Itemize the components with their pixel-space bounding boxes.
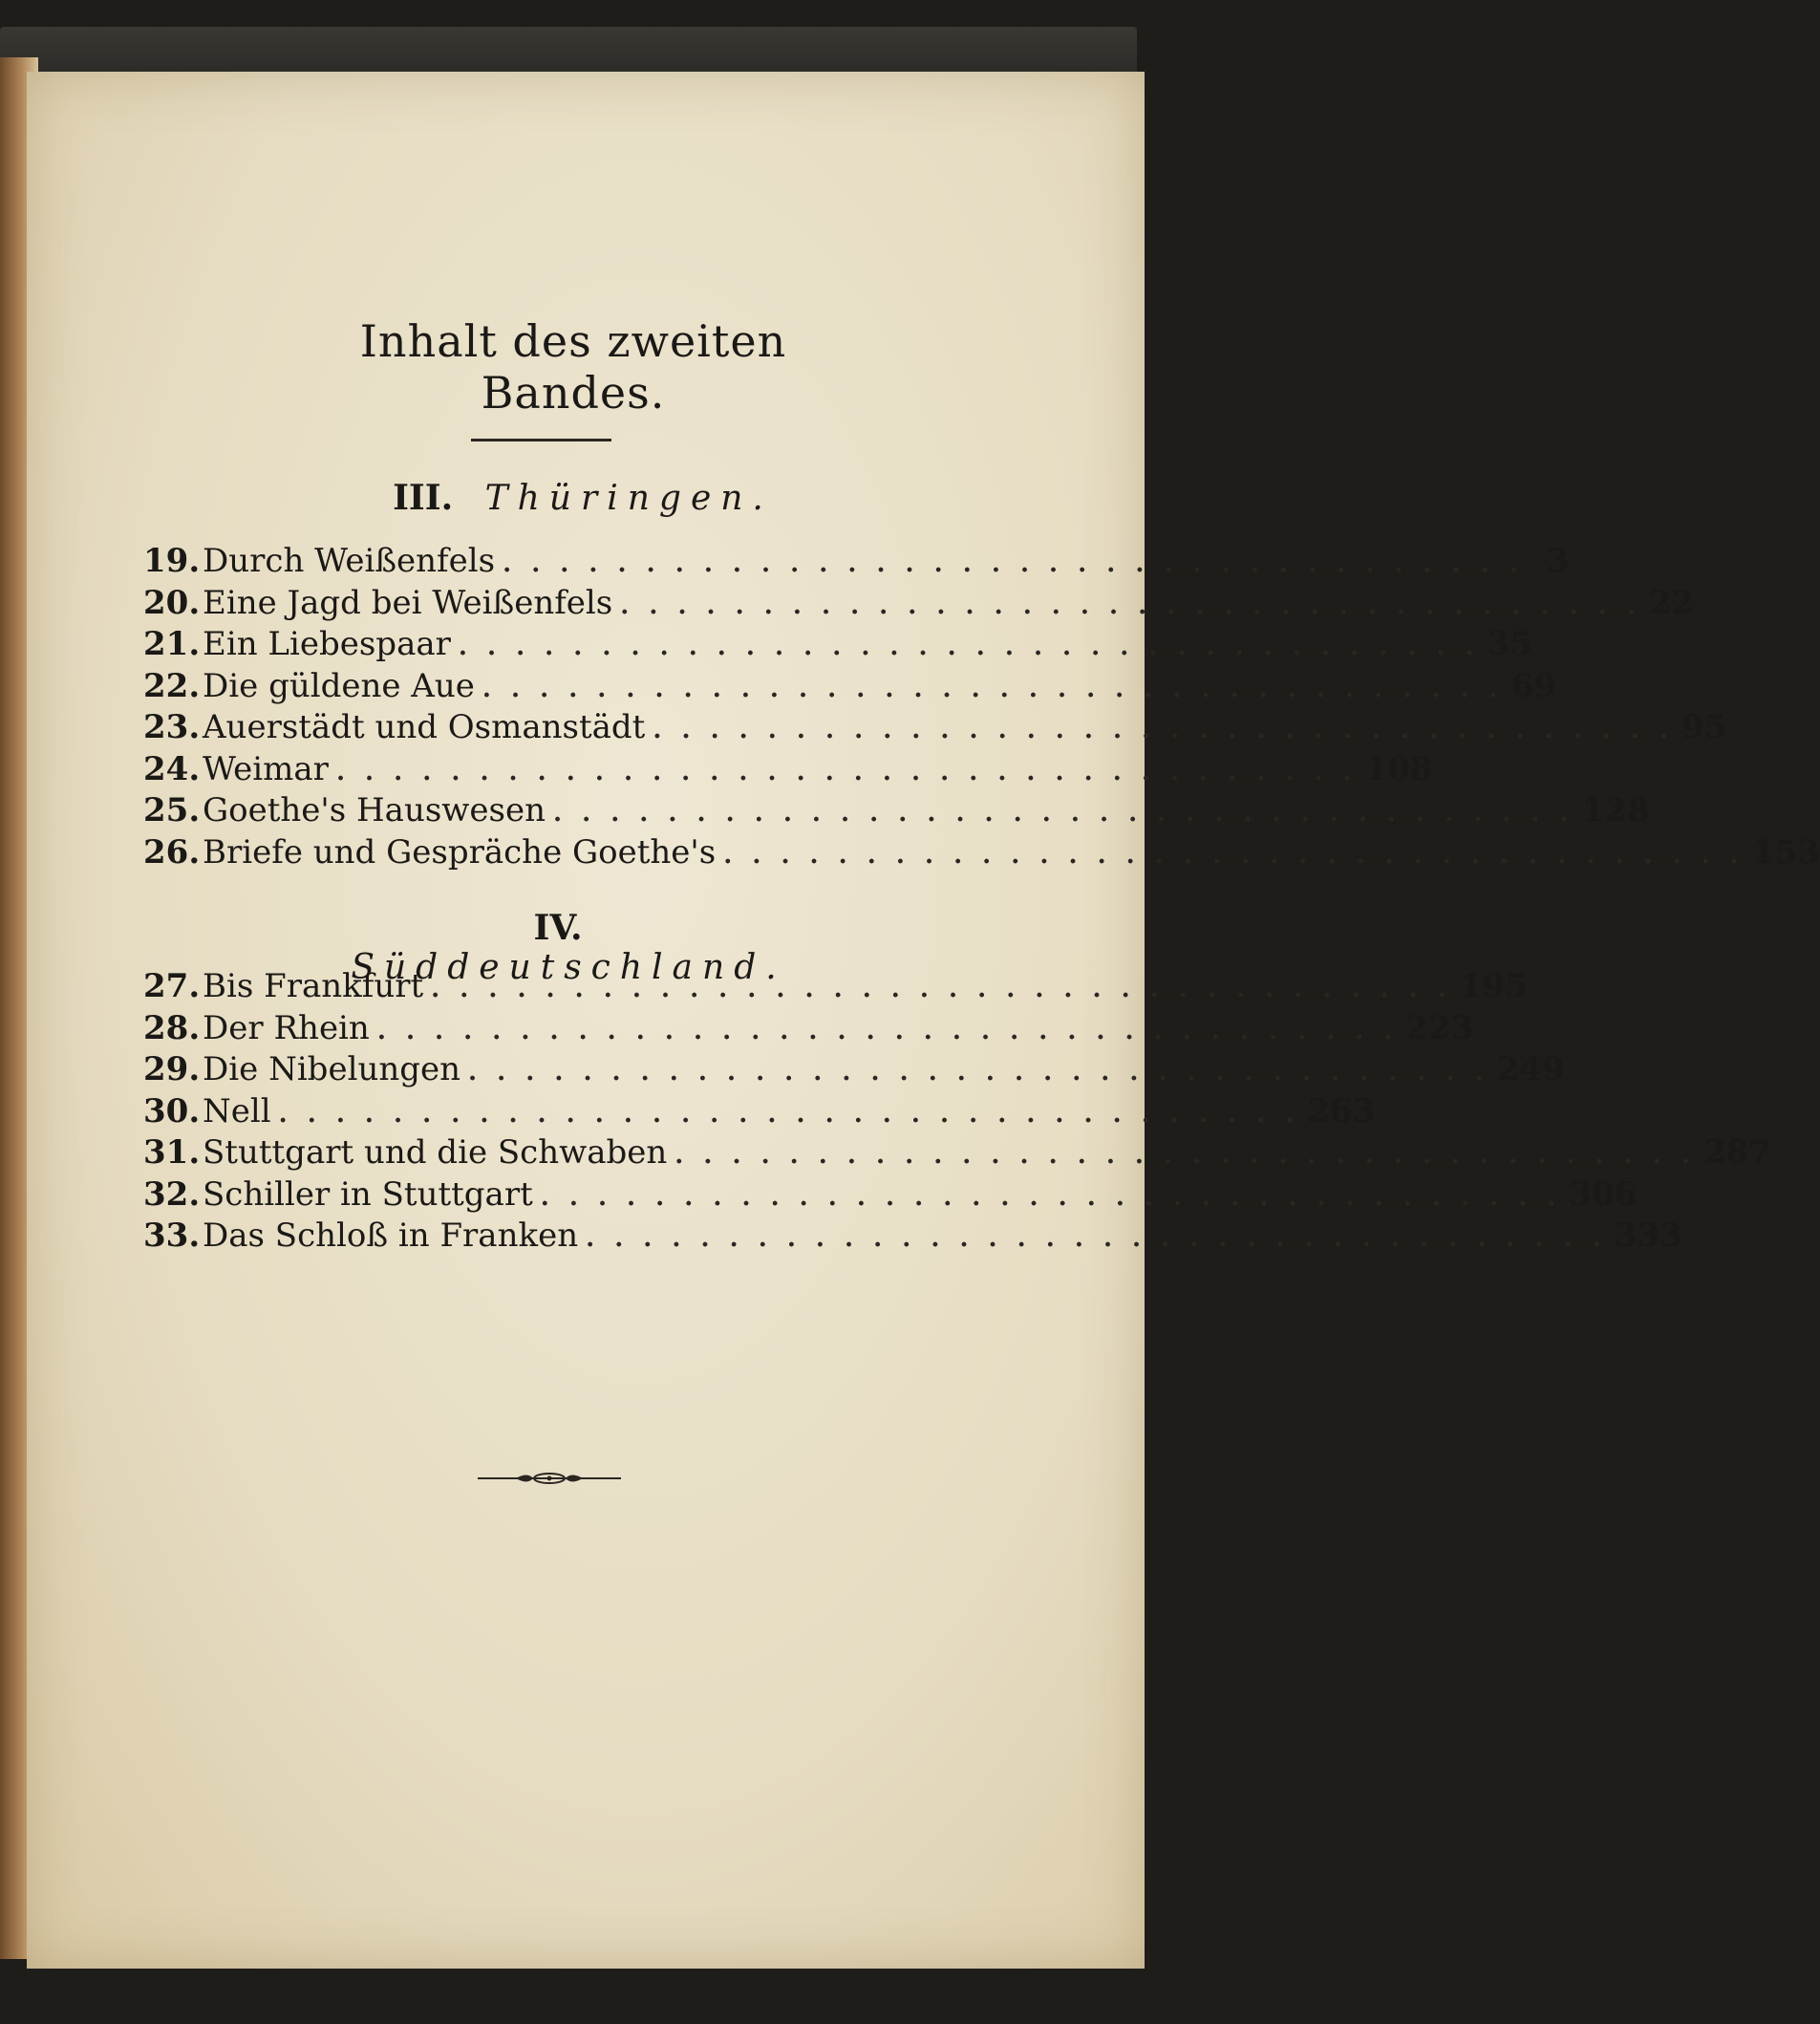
entry-title: Eine Jagd bei Weißenfels	[203, 583, 613, 622]
entry-page: 108	[1364, 749, 1433, 788]
entry-page: 195	[1459, 967, 1528, 1005]
heading-divider	[471, 439, 611, 441]
entry-page: 223	[1405, 1008, 1474, 1047]
toc-entry	[143, 666, 1556, 709]
dot-leader: . . . . . . . . . . . . . . . . . . . . . . . . . . . . . . . . . . . .	[586, 1224, 1607, 1253]
entry-number: 26.	[143, 832, 201, 872]
toc-entry	[143, 708, 1727, 750]
entry-title: Stuttgart und die Schwaben	[203, 1133, 668, 1172]
dot-leader: . . . . . . . . . . . . . . . . . . . . . . . . . . . . . . . . . . . .	[468, 1058, 1489, 1087]
toc-entry	[143, 749, 1433, 792]
toc-list-section-4	[143, 967, 1771, 1259]
dot-leader: . . . . . . . . . . . . . . . . . . . . . . . . . . . . . . . . . . . .	[431, 975, 1452, 1003]
entry-number: 29.	[143, 1050, 201, 1088]
dot-leader: . . . . . . . . . . . . . . . . . . . . . . . . . . . . . . . . . . . .	[376, 1016, 1399, 1045]
toc-entry	[143, 542, 1570, 584]
entry-title: Ein Liebespaar	[203, 625, 451, 663]
entry-page: 153	[1751, 832, 1820, 872]
toc-entry	[143, 1008, 1474, 1051]
dot-leader: . . . . . . . . . . . . . . . . . . . . . . . . . . . . . . . . . . . .	[458, 633, 1480, 661]
page-title: Inhalt des zweiten Bandes.	[359, 315, 787, 419]
dot-leader: . . . . . . . . . . . . . . . . . . . . . . . . . . . . . . . . . . . .	[335, 757, 1358, 786]
entry-page: 333	[1614, 1217, 1682, 1255]
toc-list-section-3	[143, 542, 1820, 874]
entry-page: 22	[1648, 583, 1695, 622]
toc-entry	[143, 1174, 1638, 1217]
ornament-divider	[478, 1467, 621, 1490]
entry-title: Nell	[203, 1091, 271, 1130]
entry-number: 19.	[143, 542, 201, 580]
entry-title: Die güldene Aue	[203, 666, 475, 705]
entry-page: 69	[1510, 666, 1556, 705]
entry-page: 95	[1681, 708, 1727, 746]
toc-entry	[143, 832, 1820, 875]
entry-number: 20.	[143, 583, 201, 622]
entry-number: 21.	[143, 625, 201, 663]
dot-leader: . . . . . . . . . . . . . . . . . . . . . . . . . . . . . . . . . . . .	[653, 716, 1675, 744]
entry-number: 31.	[143, 1133, 201, 1172]
entry-title: Schiller in Stuttgart	[203, 1174, 533, 1214]
entry-page: 306	[1569, 1174, 1638, 1214]
section-number: III.	[393, 478, 454, 518]
entry-title: Der Rhein	[203, 1008, 370, 1047]
entry-title: Durch Weißenfels	[203, 542, 496, 580]
entry-title: Auerstädt und Osmanstädt	[203, 708, 646, 746]
toc-entry	[143, 1050, 1565, 1092]
section-title: Thüringen.	[484, 479, 773, 518]
entry-title: Bis Frankfurt	[203, 967, 424, 1005]
dot-leader: . . . . . . . . . . . . . . . . . . . . . . . . . . . . . . . . . . . .	[540, 1182, 1562, 1212]
dot-leader: . . . . . . . . . . . . . . . . . . . . . . . . . . . . . . . . . . . .	[674, 1141, 1696, 1170]
entry-page: 249	[1496, 1050, 1565, 1088]
dot-leader: . . . . . . . . . . . . . . . . . . . . . . . . . . . . . . . . . . . .	[723, 840, 1745, 870]
section-number: IV.	[533, 908, 583, 948]
entry-number: 32.	[143, 1174, 201, 1214]
dot-leader: . . . . . . . . . . . . . . . . . . . . . . . . . . . . . . . . . . . .	[503, 549, 1524, 578]
entry-title: Weimar	[203, 749, 329, 788]
section-title: Süddeutschland.	[351, 948, 786, 987]
entry-number: 22.	[143, 666, 201, 705]
entry-title: Briefe und Gespräche Goethe's	[203, 832, 717, 872]
toc-entry	[143, 1091, 1376, 1134]
toc-entry	[143, 791, 1650, 833]
entry-number: 24.	[143, 749, 201, 788]
toc-entry	[143, 625, 1532, 667]
entry-title: Das Schloß in Franken	[203, 1217, 579, 1255]
entry-page: 128	[1581, 791, 1650, 829]
entry-title: Die Nibelungen	[203, 1050, 461, 1088]
dot-leader: . . . . . . . . . . . . . . . . . . . . . . . . . . . . . . . . . . . .	[482, 674, 1504, 703]
entry-title: Goethe's Hauswesen	[203, 791, 546, 829]
dot-leader: . . . . . . . . . . . . . . . . . . . . . . . . . . . . . . . . . . . .	[278, 1099, 1300, 1129]
entry-page: 263	[1307, 1091, 1376, 1130]
entry-page: 35	[1487, 625, 1532, 663]
entry-page: 3	[1547, 542, 1570, 580]
entry-page: 287	[1702, 1133, 1771, 1172]
entry-number: 27.	[143, 967, 201, 1005]
entry-number: 28.	[143, 1008, 201, 1047]
dot-leader: . . . . . . . . . . . . . . . . . . . . . . . . . . . . . . . . . . . .	[553, 799, 1574, 828]
toc-entry	[143, 967, 1528, 1009]
toc-entry	[143, 583, 1695, 626]
toc-entry	[143, 1217, 1682, 1259]
toc-entry	[143, 1133, 1771, 1175]
entry-number: 25.	[143, 791, 201, 829]
entry-number: 33.	[143, 1217, 201, 1255]
entry-number: 23.	[143, 708, 201, 746]
dot-leader: . . . . . . . . . . . . . . . . . . . . . . . . . . . . . . . . . . . .	[620, 591, 1641, 620]
entry-number: 30.	[143, 1091, 201, 1130]
section-heading-thueringen	[344, 478, 822, 518]
